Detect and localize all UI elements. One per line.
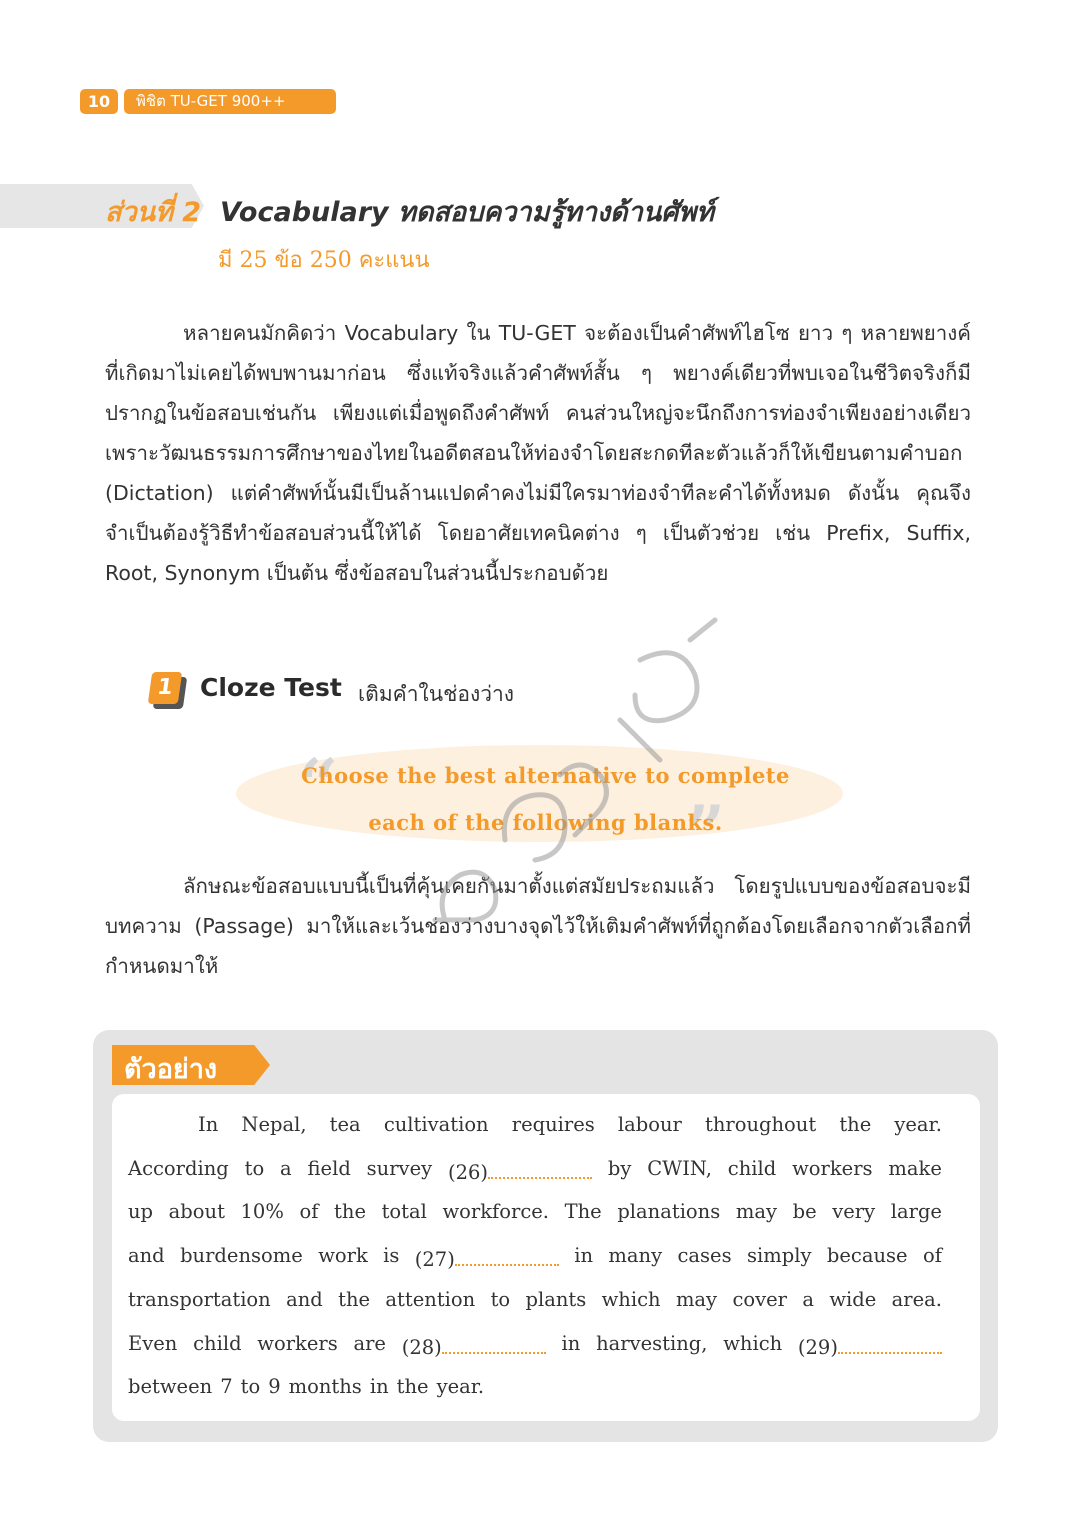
passage-word: cases (677, 1244, 732, 1267)
passage-word: (28) (402, 1332, 546, 1359)
passage-word: to (490, 1288, 511, 1311)
cloze-number-icon (150, 672, 188, 710)
passage-word: harvesting, (596, 1332, 708, 1355)
example-label: ตัวอย่าง (124, 1054, 218, 1085)
passage-word: of (922, 1244, 942, 1267)
passage-word: make (888, 1157, 942, 1180)
instruction-line-1: Choose the best alternative to complete (301, 763, 790, 788)
passage-word: by (607, 1157, 632, 1180)
passage-line (128, 1375, 942, 1398)
passage-word: (27) (415, 1244, 559, 1271)
passage-line (128, 1200, 942, 1223)
passage-word: survey (366, 1157, 433, 1180)
passage-word: total (381, 1200, 427, 1223)
passage-word: in (561, 1332, 581, 1355)
passage-word: cover (732, 1288, 787, 1311)
passage-word: requires (511, 1113, 595, 1136)
passage-word: 9 (268, 1375, 281, 1398)
passage-line (128, 1157, 942, 1184)
passage-word: and (286, 1288, 323, 1311)
passage-word: a (802, 1288, 814, 1311)
passage-word: which (601, 1288, 661, 1311)
passage-word: very (832, 1200, 876, 1223)
passage-word: According (128, 1157, 229, 1180)
instruction-line-2: each of the following blanks. (368, 810, 723, 835)
passage-word: in (574, 1244, 594, 1267)
section-subtitle: มี 25 ข้อ 250 คะแนน (218, 248, 430, 273)
page-header (80, 89, 336, 114)
passage-word: wide (829, 1288, 877, 1311)
passage-word: up (128, 1200, 154, 1223)
section-number: ส่วนที่ 2 (105, 197, 202, 228)
passage-word: labour (617, 1113, 682, 1136)
passage-word: area. (891, 1288, 942, 1311)
passage-word: in (369, 1375, 389, 1398)
passage-word: (29) (798, 1332, 942, 1359)
passage-word: planations (617, 1200, 721, 1223)
passage-word: may (675, 1288, 718, 1311)
passage-word: large (890, 1200, 942, 1223)
answer-blank[interactable] (488, 1157, 592, 1179)
passage-word: work (318, 1244, 368, 1267)
close-quote-icon: ” (685, 790, 726, 873)
intro-paragraph: หลายคนมักคิดว่า Vocabulary ใน TU-GET จะต้องเป็นคำศัพท์ไฮโซ ยาว ๆ หลายพยางค์ที่เกิดมาไม่เคยได้พบพานมาก่อน ซึ่งแท้จริงแล้วคำศัพท์สั้น ๆ พยางค์เดียวที่พบเจอในชีวิตจริงก็มีปรากฏในข้อสอบเช่นกัน เพียงแต่เมื่อพูดถึงคำศัพท์ คนส่วนใหญ่จะนึกถึงการท่องจำเพียงอย่างเดียว เพราะวัฒนธรรมการศึกษาของไทยในอดีตสอนให้ท่องจำโดยสะกดทีละตัวแล้วก็ให้เขียนตามคำบอก (Dictation) แต่คำศัพท์นั้นมีเป็นล้านแปดคำคงไม่มีใครมาท่องจำทีละคำได้ทั้งหมด ดังนั้น คุณจึงจำเป็นต้องรู้วิธีทำข้อสอบส่วนนี้ให้ได้ โดยอาศัยเทคนิคต่าง ๆ เป็นตัวช่วย เช่น Prefix, Suffix, Root, Synonym เป็นต้น ซึ่งข้อสอบในส่วนนี้ประกอบด้วย (105, 321, 971, 585)
passage-line (128, 1288, 942, 1311)
passage-word: many (608, 1244, 663, 1267)
passage-word: is (383, 1244, 400, 1267)
description-paragraph: ลักษณะข้อสอบแบบนี้เป็นที่คุ้นเคยกันมาตั้งแต่สมัยประถมแล้ว โดยรูปแบบของข้อสอบจะมีบทความ (Passage) มาให้และเว้นช่องว่างบางจุดไว้ให้เติมคำศัพท์ที่ถูกต้องโดยเลือกจากตัวเลือกที่กำหนดมาให้ (105, 874, 971, 978)
passage-word: about (168, 1200, 225, 1223)
passage-word: burdensome (180, 1244, 303, 1267)
passage-word: simply (747, 1244, 812, 1267)
passage-line (128, 1244, 942, 1271)
passage-word: field (307, 1157, 351, 1180)
passage-word: cultivation (383, 1113, 489, 1136)
passage-line (128, 1332, 942, 1359)
answer-blank[interactable] (455, 1244, 559, 1266)
passage-word: to (244, 1157, 265, 1180)
cloze-number: 1 (148, 672, 182, 704)
passage-word: Nepal, (241, 1113, 307, 1136)
passage-word: the (338, 1288, 371, 1311)
passage-word: of (299, 1200, 319, 1223)
passage-word: workers (257, 1332, 338, 1355)
passage-word: throughout (704, 1113, 817, 1136)
passage-word: workforce. (442, 1200, 549, 1223)
passage-word: (26) (448, 1157, 592, 1184)
passage-word: 10% (240, 1200, 284, 1223)
passage-word: between (128, 1375, 213, 1398)
passage-word: Even (128, 1332, 178, 1355)
answer-blank[interactable] (442, 1332, 546, 1354)
cloze-subtitle: เติมคำในช่องว่าง (358, 682, 515, 706)
passage-word: transportation (128, 1288, 271, 1311)
section-title: Vocabulary ทดสอบความรู้ทางด้านศัพท์ (220, 197, 714, 228)
passage-word: plants (525, 1288, 587, 1311)
page-number: 10 (80, 89, 118, 114)
passage-word: to (240, 1375, 261, 1398)
passage-word: year. (436, 1375, 485, 1398)
passage-word: be (792, 1200, 817, 1223)
passage-word: because (826, 1244, 908, 1267)
book-title: พิชิต TU-GET 900++ (124, 89, 336, 114)
cloze-title: Cloze Test (200, 673, 342, 702)
open-quote-icon: “ (298, 743, 339, 826)
passage-word: CWIN, (647, 1157, 712, 1180)
passage-word: may (735, 1200, 777, 1223)
passage-word: In (198, 1113, 219, 1136)
passage-line (198, 1113, 942, 1136)
passage-word: months (288, 1375, 362, 1398)
passage-word: year. (894, 1113, 942, 1136)
passage-word: are (353, 1332, 386, 1355)
passage-word: the (396, 1375, 429, 1398)
passage-word: workers (792, 1157, 873, 1180)
passage-word: The (564, 1200, 602, 1223)
passage-word: a (280, 1157, 292, 1180)
passage-word: 7 (220, 1375, 233, 1398)
passage-word: the (839, 1113, 872, 1136)
passage-word: which (723, 1332, 783, 1355)
passage-word: child (727, 1157, 777, 1180)
answer-blank[interactable] (838, 1332, 942, 1354)
passage-word: tea (329, 1113, 361, 1136)
passage-word: and (128, 1244, 165, 1267)
passage-word: child (193, 1332, 242, 1355)
passage-word: attention (385, 1288, 476, 1311)
passage-word: the (334, 1200, 366, 1223)
